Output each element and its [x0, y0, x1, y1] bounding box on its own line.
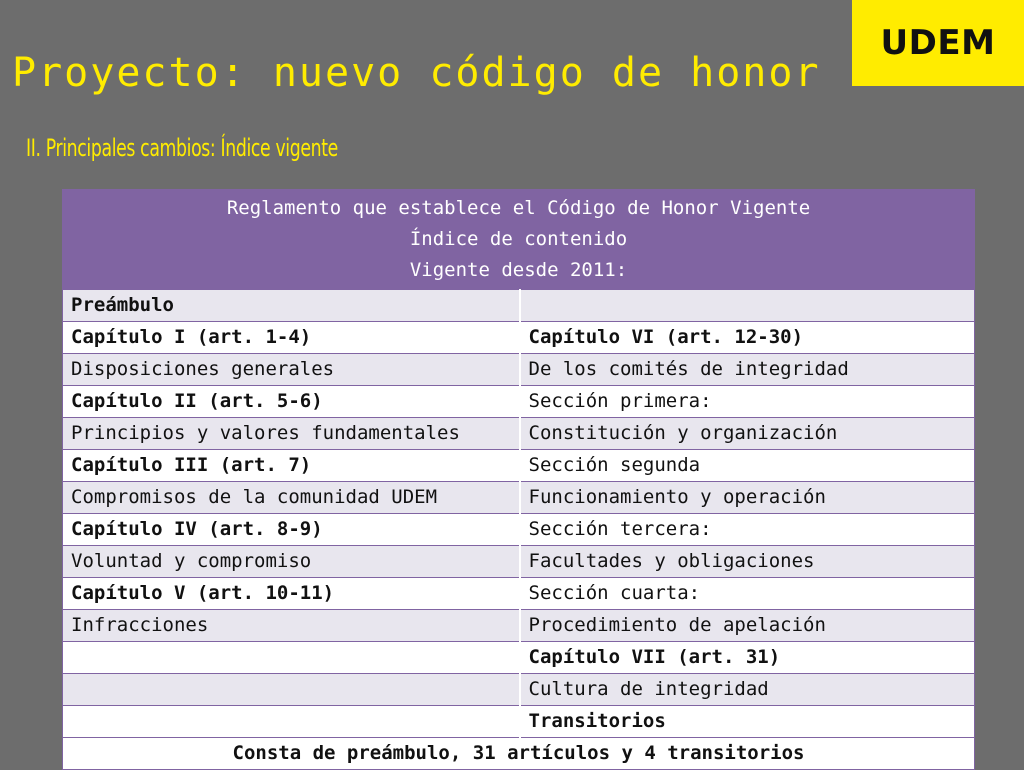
table-cell-right: Facultades y obligaciones	[520, 546, 975, 578]
table-cell-left: Capítulo II (art. 5-6)	[63, 386, 520, 418]
table-cell-left: Capítulo I (art. 1-4)	[63, 322, 520, 354]
table-cell-right: Transitorios	[520, 706, 975, 738]
table-row	[63, 514, 975, 546]
index-table-body	[63, 290, 975, 770]
table-cell-left: Voluntad y compromiso	[63, 546, 520, 578]
table-cell-left	[63, 706, 520, 738]
table-cell-left: Preámbulo	[63, 290, 520, 322]
slide-subtitle: II. Principales cambios: Índice vigente	[26, 134, 338, 162]
table-cell-right: Sección tercera:	[520, 514, 975, 546]
table-row	[63, 706, 975, 738]
table-cell-left: Compromisos de la comunidad UDEM	[63, 482, 520, 514]
table-cell-left	[63, 674, 520, 706]
table-cell-right: Constitución y organización	[520, 418, 975, 450]
table-cell-right: Sección segunda	[520, 450, 975, 482]
logo-text: UDEM	[880, 23, 996, 63]
udem-logo	[852, 0, 1024, 86]
table-row	[63, 322, 975, 354]
table-cell-left: Infracciones	[63, 610, 520, 642]
table-cell-left: Principios y valores fundamentales	[63, 418, 520, 450]
table-row	[63, 546, 975, 578]
table-footer-row	[63, 738, 975, 770]
table-row	[63, 610, 975, 642]
table-header-cell	[63, 190, 975, 290]
table-cell-left: Disposiciones generales	[63, 354, 520, 386]
table-row	[63, 290, 975, 322]
header-line-title: Reglamento que establece el Código de Honor Vigente	[226, 197, 811, 219]
table-cell-right: Sección primera:	[520, 386, 975, 418]
table-cell-right: Funcionamiento y operación	[520, 482, 975, 514]
table-row	[63, 418, 975, 450]
table-row	[63, 354, 975, 386]
table-cell-right: Procedimiento de apelación	[520, 610, 975, 642]
table-row	[63, 482, 975, 514]
index-table	[62, 189, 975, 770]
index-table-header	[63, 190, 975, 290]
header-line-validity: Vigente desde 2011:	[409, 259, 628, 281]
table-row	[63, 386, 975, 418]
table-row	[63, 674, 975, 706]
table-cell-right: Sección cuarta:	[520, 578, 975, 610]
table-cell-right: Cultura de integridad	[520, 674, 975, 706]
table-row	[63, 450, 975, 482]
table-footer-cell: Consta de preámbulo, 31 artículos y 4 transitorios	[63, 738, 975, 770]
table-cell-right	[520, 290, 975, 322]
table-cell-right: Capítulo VI (art. 12-30)	[520, 322, 975, 354]
header-line-index: Índice de contenido	[409, 228, 628, 250]
table-cell-right: De los comités de integridad	[520, 354, 975, 386]
table-cell-left: Capítulo III (art. 7)	[63, 450, 520, 482]
table-cell-left: Capítulo V (art. 10-11)	[63, 578, 520, 610]
table-cell-left: Capítulo IV (art. 8-9)	[63, 514, 520, 546]
table-cell-right: Capítulo VII (art. 31)	[520, 642, 975, 674]
slide-title: Proyecto: nuevo código de honor	[12, 50, 821, 96]
table-cell-left	[63, 642, 520, 674]
table-row	[63, 642, 975, 674]
table-row	[63, 578, 975, 610]
